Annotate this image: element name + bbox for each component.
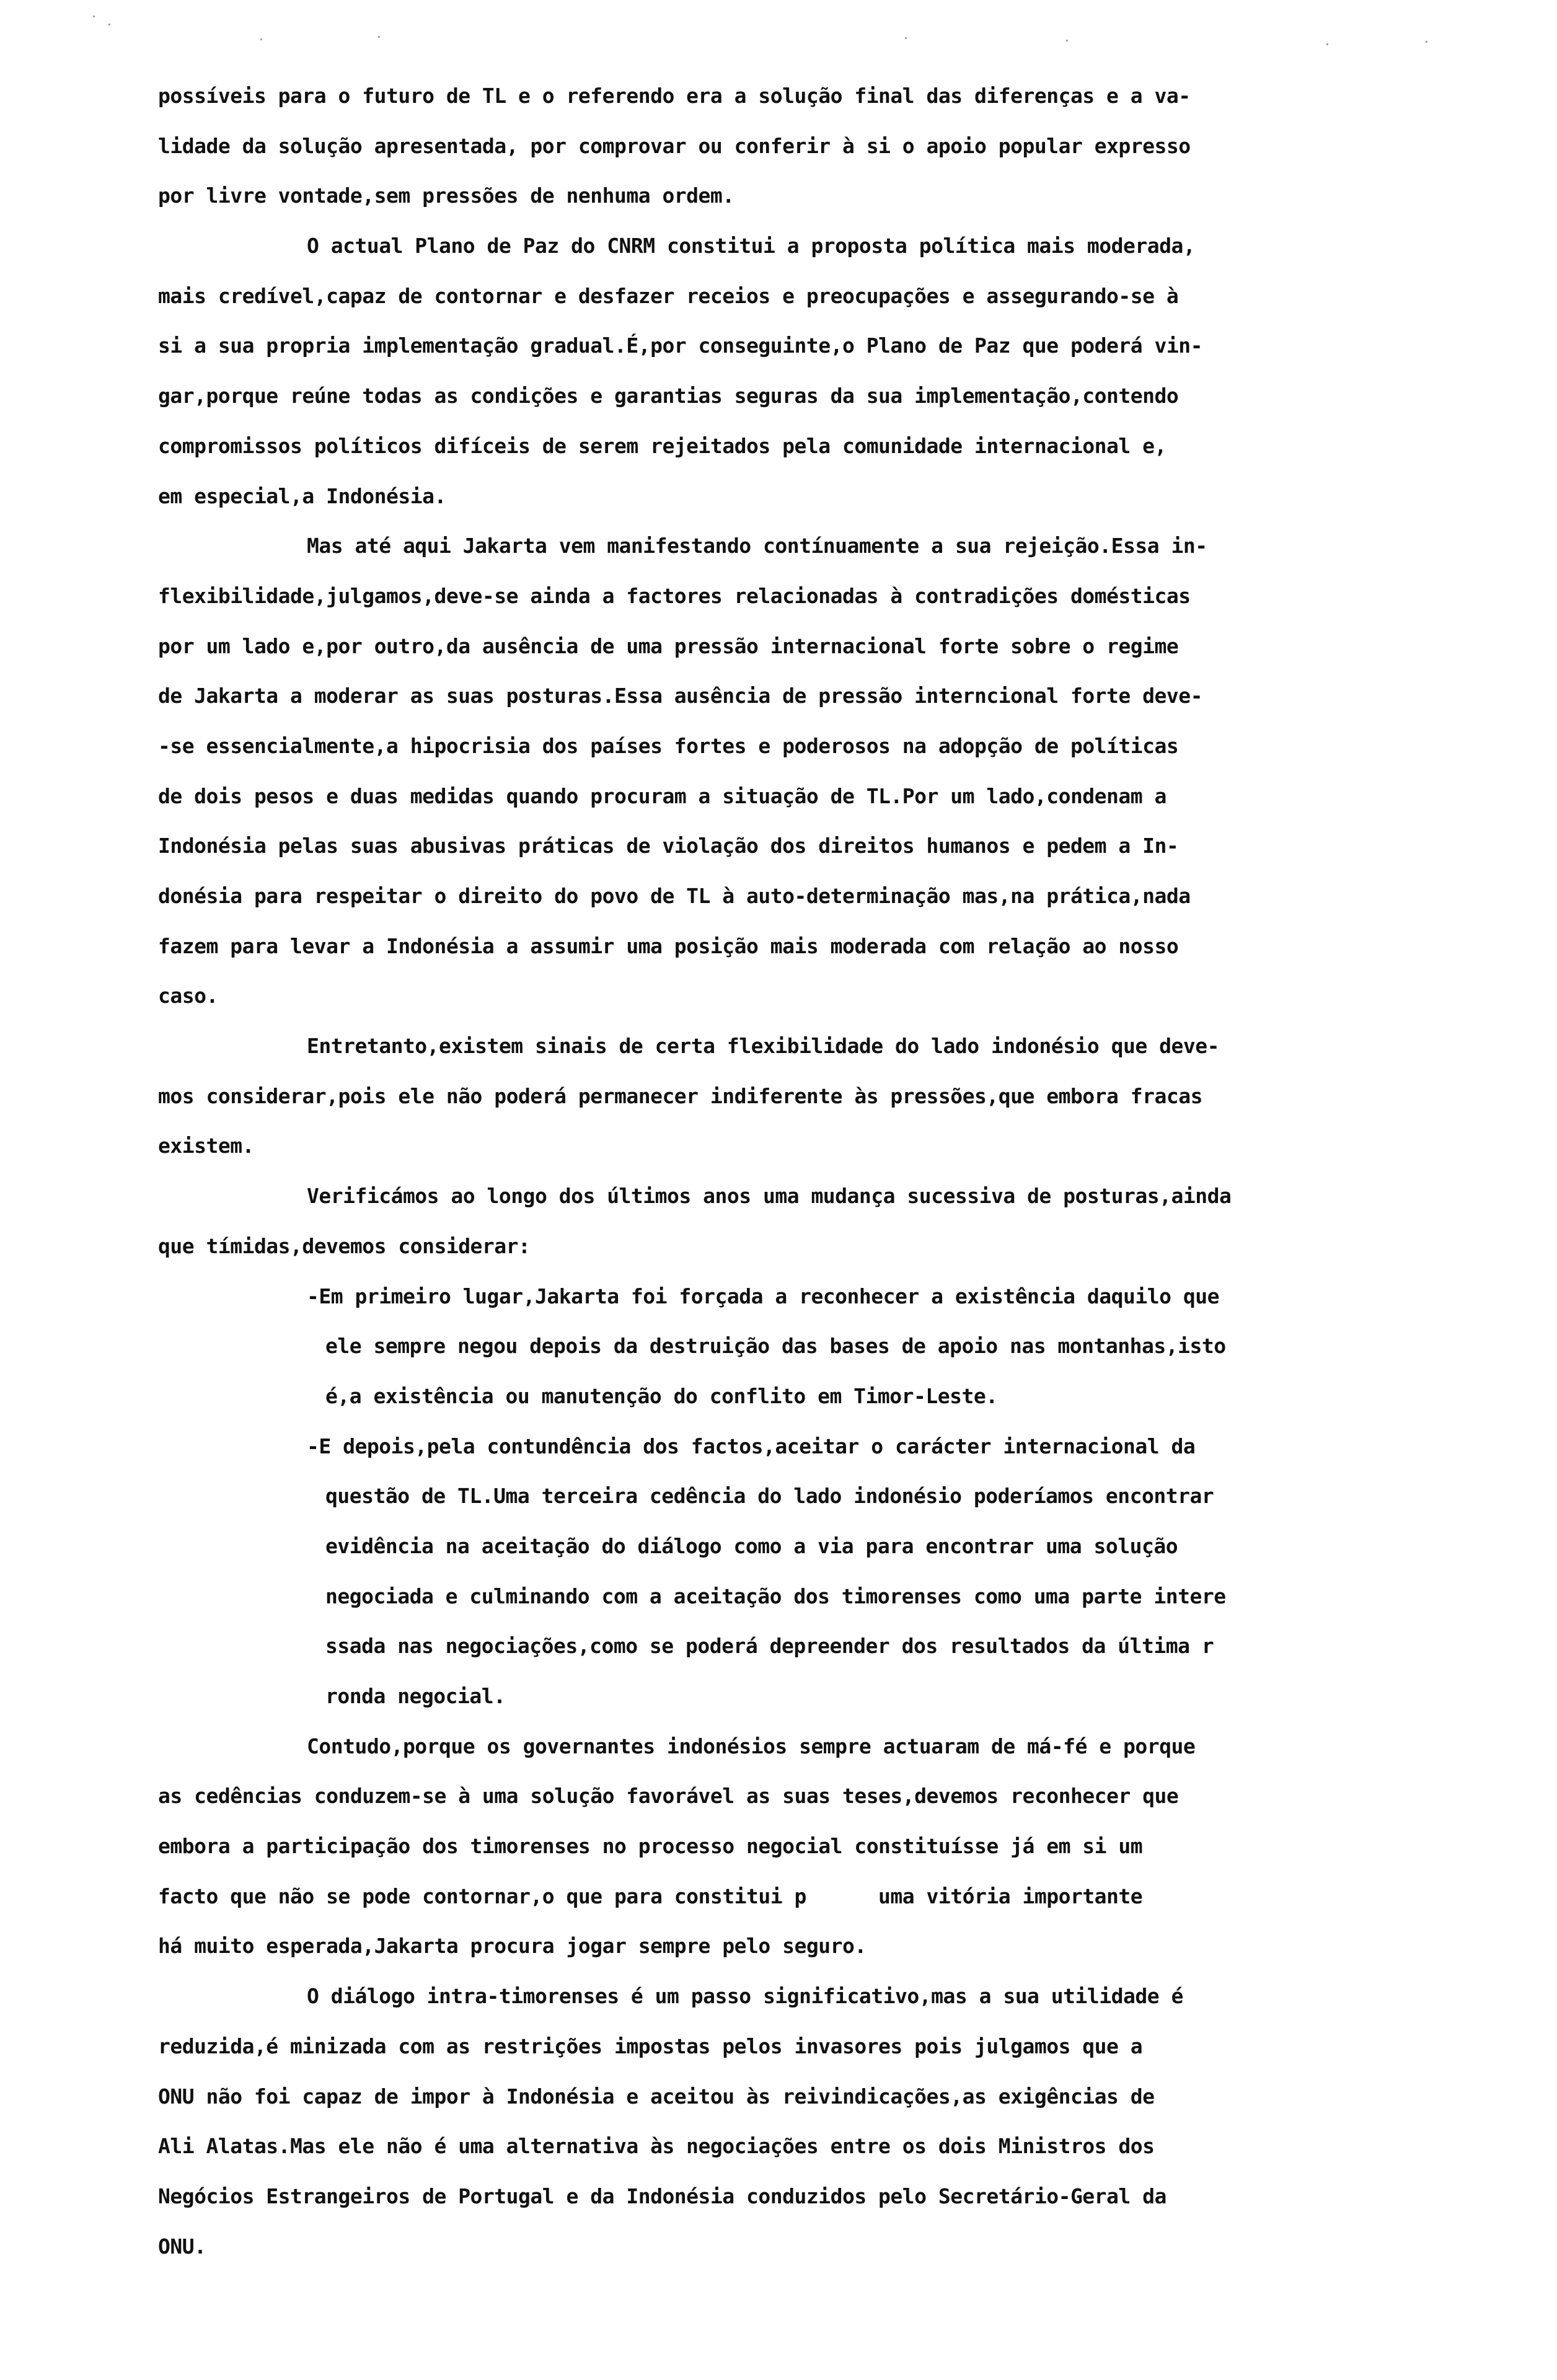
text-line: possíveis para o futuro de TL e o referendo era a solução final das diferenças e a va- — [158, 84, 1191, 108]
text-line: Indonésia pelas suas abusivas práticas de violação dos direitos humanos e pedem a In- — [158, 834, 1179, 858]
bullet-continuation-line: questão de TL.Uma terceira cedência do lado indonésio poderíamos encontrar — [325, 1484, 1214, 1509]
bullet-line: -E depois,pela contundência dos factos,aceitar o carácter internacional da — [307, 1434, 1196, 1458]
text-line: por livre vontade,sem pressões de nenhuma ordem. — [158, 183, 734, 208]
paragraph-start-line: Entretanto,existem sinais de certa flexibilidade do lado indonésio que deve- — [307, 1034, 1219, 1059]
text-line: fazem para levar a Indonésia a assumir uma posição mais moderada com relação ao nosso — [158, 933, 1179, 958]
paragraph-start-line: Verificámos ao longo dos últimos anos uma mudança sucessiva de posturas,ainda — [307, 1184, 1232, 1209]
text-line: si a sua propria implementação gradual.É,por conseguinte,o Plano de Paz que poderá vin- — [158, 333, 1202, 358]
text-line: de dois pesos e duas medidas quando procuram a situação de TL.Por um lado,condenam a — [158, 783, 1167, 808]
text-line: compromissos políticos difíceis de serem rejeitados pela comunidade internacional e, — [158, 433, 1167, 458]
text-line: de Jakarta a moderar as suas posturas.Essa ausência de pressão interncional forte deve- — [158, 684, 1202, 708]
text-line: embora a participação dos timorenses no processo negocial constituísse já em si um — [158, 1834, 1143, 1859]
text-line: há muito esperada,Jakarta procura jogar sempre pelo seguro. — [158, 1934, 867, 1959]
text-line: Negócios Estrangeiros de Portugal e da Indonésia conduzidos pelo Secretário-Geral da — [158, 2184, 1167, 2208]
text-line: mais credível,capaz de contornar e desfazer receios e preocupações e assegurando-se à — [158, 283, 1179, 308]
scan-speckle — [1326, 43, 1328, 45]
text-line: lidade da solução apresentada, por comprovar ou conferir à si o apoio popular expresso — [158, 133, 1191, 158]
text-line: em especial,a Indonésia. — [158, 483, 446, 508]
bullet-continuation-line: negociada e culminando com a aceitação dos timorenses como uma parte intere — [325, 1584, 1226, 1608]
text-line: ONU. — [158, 2234, 206, 2259]
text-line: gar,porque reúne todas as condições e garantias seguras da sua implementação,contendo — [158, 384, 1179, 408]
text-line: Ali Alatas.Mas ele não é uma alternativa às negociações entre os dois Ministros dos — [158, 2134, 1155, 2159]
scan-speckle — [905, 37, 907, 39]
text-line: que tímidas,devemos considerar: — [158, 1233, 531, 1258]
text-line: reduzida,é minizada com as restrições impostas pelos invasores pois julgamos que a — [158, 2034, 1143, 2058]
text-line: as cedências conduzem-se à uma solução favorável as suas teses,devemos reconhecer que — [158, 1784, 1179, 1809]
text-line: -se essencialmente,a hipocrisia dos países fortes e poderosos na adopção de políticas — [158, 733, 1179, 758]
scan-speckle — [260, 38, 262, 40]
text-line: por um lado e,por outro,da ausência de uma pressão internacional forte sobre o regime — [158, 633, 1179, 658]
scan-speckle — [1066, 40, 1068, 42]
bullet-continuation-line: ele sempre negou depois da destruição das bases de apoio nas montanhas,isto — [325, 1334, 1226, 1359]
text-line: facto que não se pode contornar,o que para constitui p uma vitória importante — [158, 1884, 1143, 1908]
bullet-continuation-line: evidência na aceitação do diálogo como a via para encontrar uma solução — [325, 1533, 1178, 1558]
paragraph-start-line: O diálogo intra-timorenses é um passo significativo,mas a sua utilidade é — [307, 1984, 1183, 2009]
scan-speckle — [378, 36, 380, 38]
text-line: flexibilidade,julgamos,deve-se ainda a factores relacionadas à contradições domésticas — [158, 583, 1191, 608]
paragraph-start-line: O actual Plano de Paz do CNRM constitui a proposta política mais moderada, — [307, 234, 1196, 258]
paragraph-start-line: Contudo,porque os governantes indonésios sempre actuaram de má-fé e porque — [307, 1734, 1196, 1758]
text-line: donésia para respeitar o direito do povo de TL à auto-determinação mas,na prática,nada — [158, 884, 1191, 908]
text-line: mos considerar,pois ele não poderá permanecer indiferente às pressões,que embora fracas — [158, 1083, 1202, 1108]
typewritten-text — [158, 71, 1491, 2272]
scan-speckle — [108, 24, 110, 25]
paragraph-start-line: Mas até aqui Jakarta vem manifestando contínuamente a sua rejeição.Essa in- — [307, 534, 1207, 558]
scan-speckle — [93, 15, 95, 17]
text-line: ONU não foi capaz de impor à Indonésia e aceitou às reivindicações,as exigências de — [158, 2084, 1155, 2109]
bullet-line: -Em primeiro lugar,Jakarta foi forçada a reconhecer a existência daquilo que — [307, 1284, 1219, 1308]
scan-speckle — [1426, 41, 1427, 43]
bullet-continuation-line: é,a existência ou manutenção do conflito em Timor-Leste. — [325, 1383, 998, 1408]
text-line: caso. — [158, 984, 218, 1008]
bullet-continuation-line: ronda negocial. — [325, 1684, 506, 1708]
bullet-continuation-line: ssada nas negociações,como se poderá depreender dos resultados da última r — [325, 1634, 1214, 1659]
text-line: existem. — [158, 1134, 254, 1158]
